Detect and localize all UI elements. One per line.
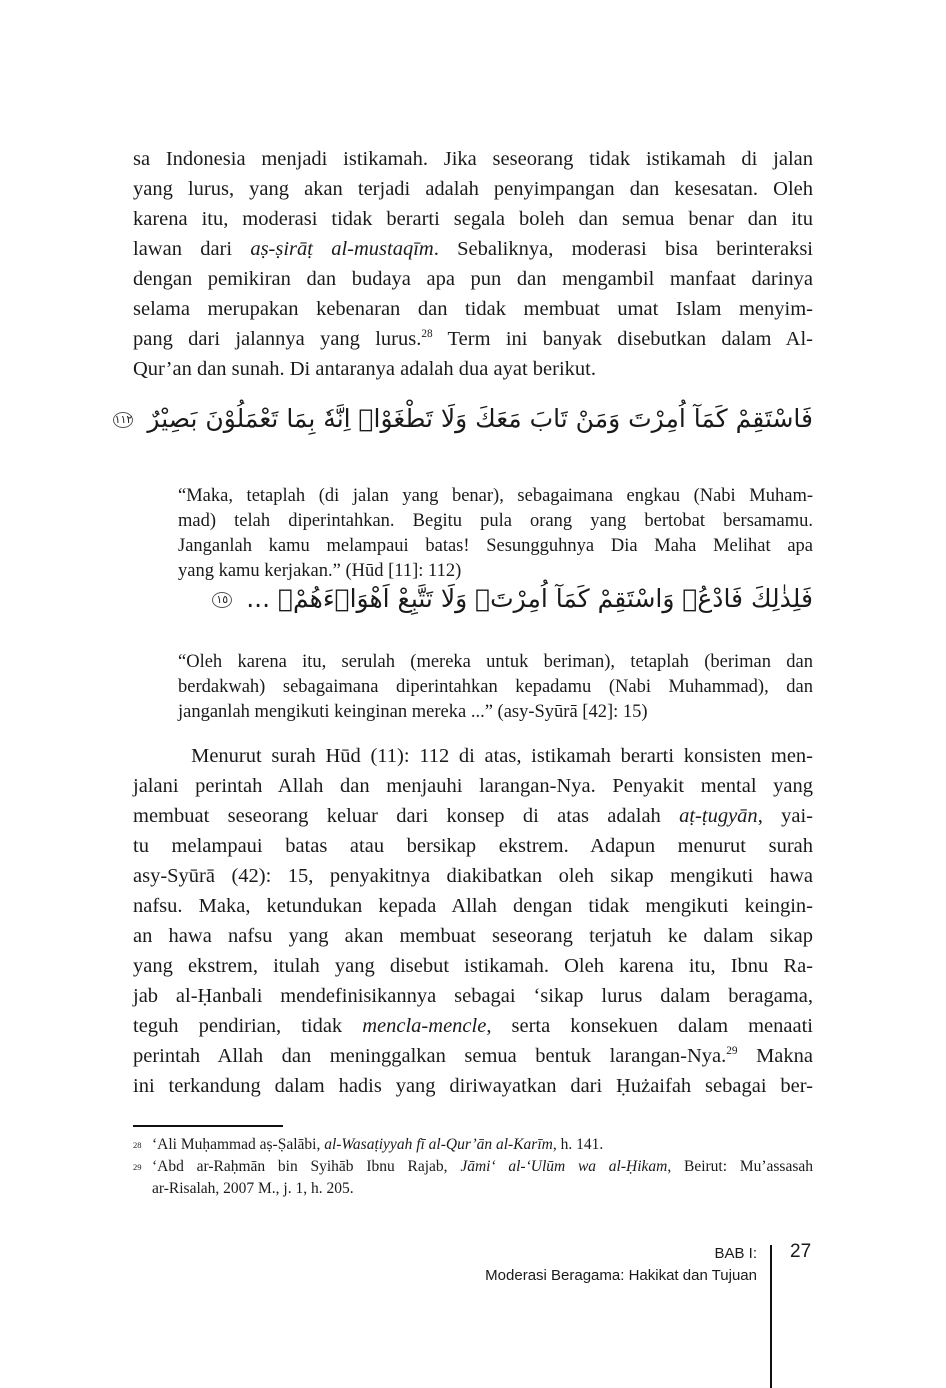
text-line (133, 891, 813, 921)
text-line (133, 1071, 813, 1101)
text-segment: yang kamu kerjakan.” (Hūd [11]: 112) (178, 561, 462, 581)
footnote-divider (133, 1125, 283, 1127)
chapter-label: BAB I: (714, 1245, 757, 1262)
text-segment: , h. 141. (552, 1136, 604, 1153)
ayah-number-marker: ١٥ (212, 592, 232, 608)
text-segment: nafsu. Maka, ketundukan kepada Allah dengan tidak mengikuti keingin- (133, 895, 813, 917)
italic-term: aṣ-ṣirāṭ al-mustaqīm (250, 238, 434, 260)
text-line (133, 771, 813, 801)
text-line (133, 1041, 813, 1071)
text-line (133, 741, 813, 771)
text-segment: jab al-Ḥanbali mendefinisikannya sebagai ‘sikap lurus dalam beragama, (133, 985, 813, 1007)
text-line (133, 921, 813, 951)
text-line (178, 534, 813, 559)
text-segment: Menurut surah Hūd (11): 112 di atas, istikamah berarti konsisten men- (133, 745, 813, 767)
text-segment: lawan dari (133, 238, 251, 260)
page-number: 27 (790, 1241, 812, 1262)
text-line (178, 675, 813, 700)
text-line (133, 831, 813, 861)
footnote-line: 29 ‘Abd ar-Raḥmān bin Syihāb Ibnu Rajab, Jāmi‘ al-‘Ulūm wa al-Ḥikam, Beirut: Mu’assasah (133, 1158, 813, 1175)
text-segment: ini terkandung dalam hadis yang diriwayatkan dari Ḥużaifah sebagai ber- (133, 1075, 813, 1097)
text-line (133, 264, 813, 294)
text-line (178, 509, 813, 534)
text-segment: perintah Allah dan meninggalkan semua bentuk larangan-Nya. (133, 1045, 727, 1067)
text-segment: ‘Abd ar-Raḥmān bin Syihāb Ibnu Rajab, (152, 1158, 461, 1175)
ayah-number-marker: ١١٢ (114, 413, 133, 426)
text-segment: ar-Risalah, 2007 M., j. 1, h. 205. (152, 1180, 354, 1197)
text-segment: teguh pendirian, tidak (133, 1015, 363, 1037)
running-footer (485, 1243, 757, 1287)
text-line (133, 1011, 813, 1041)
text-line (133, 234, 813, 264)
text-line (133, 294, 813, 324)
text-line (133, 801, 813, 831)
text-segment: yang lurus, yang akan terjadi adalah penyimpangan dan kesesatan. Oleh (133, 178, 813, 200)
text-line (133, 981, 813, 1011)
footnote-line: 28 ‘Ali Muḥammad aṣ-Ṣalābi, al-Wasaṭiyyah fī al-Qur’ān al-Karīm, h. 141. (133, 1136, 604, 1153)
text-line (133, 204, 813, 234)
text-segment: an hawa nafsu yang akan membuat seseorang terjatuh ke dalam sikap (133, 925, 813, 947)
footnote-ref: 29 (726, 1045, 738, 1058)
citation-title: Jāmi‘ al-‘Ulūm wa al-Ḥikam (460, 1158, 668, 1175)
text-segment: sa Indonesia menjadi istikamah. Jika seseorang tidak istikamah di jalan (133, 148, 813, 170)
footnote-ref: 28 (421, 328, 433, 341)
text-segment: “Maka, tetaplah (di jalan yang benar), sebagaimana engkau (Nabi Muham- (178, 486, 813, 506)
text-line (133, 144, 813, 174)
text-segment: Term ini banyak disebutkan dalam Al- (432, 328, 813, 350)
text-segment: pang dari jalannya yang lurus. (133, 328, 422, 350)
text-segment: tu melampaui batas atau bersikap ekstrem. Adapun menurut surah (133, 835, 813, 857)
footnote-line (152, 1178, 813, 1200)
text-segment: , yai- (757, 805, 813, 827)
text-line (133, 951, 813, 981)
quran-verse-hud-112 (113, 404, 813, 433)
text-line (178, 559, 813, 584)
text-segment: Janganlah kamu melampaui batas! Sesungguhnya Dia Maha Melihat apa (178, 536, 813, 556)
text-segment: ‘Ali Muḥammad aṣ-Ṣalābi, (152, 1136, 325, 1153)
text-segment: karena itu, moderasi tidak berarti segala boleh dan semua benar dan itu (133, 208, 813, 230)
text-line (133, 324, 813, 354)
footer-divider (770, 1245, 772, 1388)
text-segment: berdakwah) sebagaimana diperintahkan kepadamu (Nabi Muhammad), dan (178, 677, 813, 697)
text-segment: , Beirut: Mu’assasah (667, 1158, 813, 1175)
quran-verse-asy-syura-15 (212, 584, 813, 613)
italic-term: aṭ-ṭugyān (679, 805, 758, 827)
text-line (178, 484, 813, 509)
text-segment: janganlah mengikuti keinginan mereka ...” (asy-Syūrā [42]: 15) (178, 702, 648, 722)
text-segment: jalani perintah Allah dan menjauhi larangan-Nya. Penyakit mental yang (133, 775, 813, 797)
italic-term: mencla-mencle (362, 1015, 487, 1037)
chapter-title: Moderasi Beragama: Hakikat dan Tujuan (485, 1267, 757, 1284)
text-segment: mad) telah diperintahkan. Begitu pula orang yang bertobat bersamamu. (178, 511, 813, 531)
text-segment: selama merupakan kebenaran dan tidak membuat umat Islam menyim- (133, 298, 813, 320)
text-segment: dengan pemikiran dan budaya apa pun dan mengambil manfaat darinya (133, 268, 813, 290)
text-line (133, 174, 813, 204)
text-line (133, 861, 813, 891)
text-segment: membuat seseorang keluar dari konsep di atas adalah (133, 805, 680, 827)
citation-title: al-Wasaṭiyyah fī al-Qur’ān al-Karīm (324, 1136, 553, 1153)
text-segment: , serta konsekuen dalam menaati (486, 1015, 813, 1037)
verse-arabic-text: فَاسْتَقِمْ كَمَآ اُمِرْتَ وَمَنْ تَابَ مَعَكَ وَلَا تَطْغَوْاۗ اِنَّهٗ بِمَا تَعْمَلُوْنَ بَصِيْرٌ (147, 404, 813, 433)
text-segment: . Sebaliknya, moderasi bisa berinteraksi (433, 238, 813, 260)
text-segment: “Oleh karena itu, serulah (mereka untuk beriman), tetaplah (beriman dan (178, 652, 813, 672)
text-line (178, 650, 813, 675)
text-segment: Makna (737, 1045, 813, 1067)
text-segment: Qur’an dan sunah. Di antaranya adalah dua ayat berikut. (133, 358, 596, 380)
text-segment: yang ekstrem, itulah yang disebut istikamah. Oleh karena itu, Ibnu Ra- (133, 955, 813, 977)
text-segment: asy-Syūrā (42): 15, penyakitnya diakibatkan oleh sikap mengikuti hawa (133, 865, 813, 887)
text-line (133, 354, 813, 384)
verse-arabic-text: فَلِذٰلِكَ فَادْعُۚ وَاسْتَقِمْ كَمَآ اُمِرْتَۚ وَلَا تَتَّبِعْ اَهْوَاۤءَهُمْۚ ... (246, 584, 813, 613)
text-line (178, 700, 813, 725)
